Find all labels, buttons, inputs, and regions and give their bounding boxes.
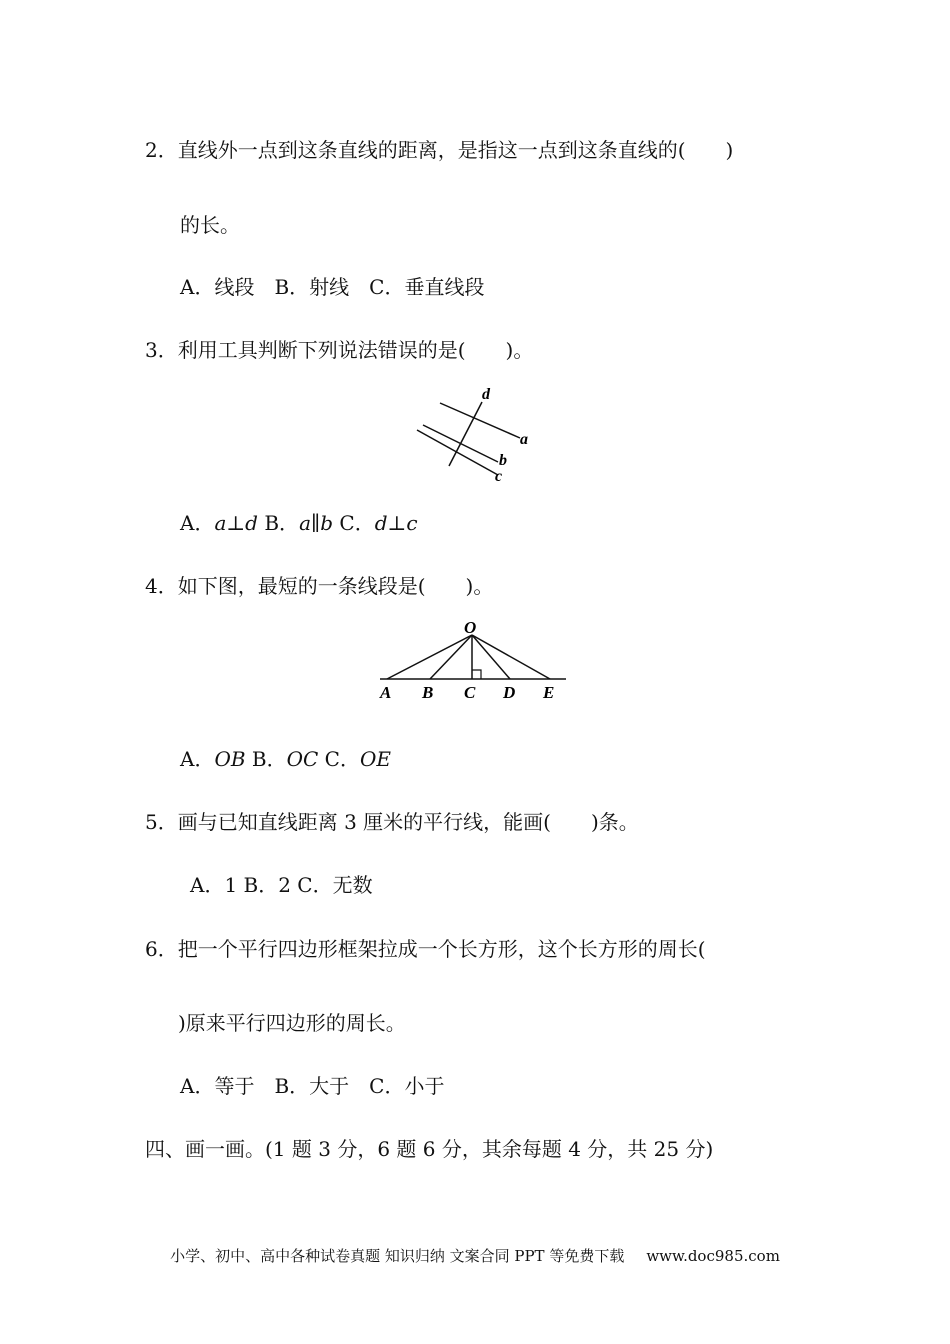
- q4-segments-figure: [370, 615, 580, 710]
- q4-option-a: OB: [214, 747, 246, 771]
- label-A: A: [380, 683, 392, 702]
- q3-option-a-label: A．: [180, 511, 215, 535]
- q5-stem: 5．画与已知直线距离 3 厘米的平行线，能画( )条。: [145, 810, 639, 834]
- label-E: E: [543, 683, 555, 702]
- q3-option-b: a∥b: [299, 511, 334, 535]
- line-c: [417, 430, 498, 475]
- label-C: C: [464, 683, 476, 702]
- label-c: c: [495, 468, 503, 485]
- q2-stem-line1: 2．直线外一点到这条直线的距离，是指这一点到这条直线的( ): [145, 138, 734, 162]
- segment-OB: [430, 635, 472, 679]
- q6-options: A．等于 B．大于 C．小于: [180, 1074, 445, 1098]
- footer-link[interactable]: www.doc985.com: [646, 1247, 780, 1265]
- line-a: [440, 403, 520, 438]
- q2-stem-line2: 的长。: [180, 213, 240, 237]
- footer-text: 小学、初中、高中各种试卷真题 知识归纳 文案合同 PPT 等免费下载: [170, 1247, 625, 1265]
- q4-stem: 4．如下图，最短的一条线段是( )。: [145, 574, 494, 598]
- segment-OE: [472, 635, 550, 679]
- right-angle-mark: [472, 670, 481, 679]
- q4-option-a-label: A．: [180, 747, 215, 771]
- q3-option-c-label: C．: [339, 511, 375, 535]
- q3-option-b-label: B．: [264, 511, 300, 535]
- q3-option-c: d⊥c: [374, 511, 418, 535]
- q4-option-b: OC: [286, 747, 319, 771]
- q3-lines-figure: [410, 380, 540, 490]
- q3-options: [180, 511, 418, 535]
- label-d: d: [482, 386, 490, 403]
- q2-options: A．线段 B．射线 C．垂直线段: [180, 275, 485, 299]
- label-D: D: [503, 683, 516, 702]
- q3-stem: 3．利用工具判断下列说法错误的是( )。: [145, 338, 534, 362]
- q5-options: A．1 B．2 C．无数: [190, 873, 373, 897]
- segment-OD: [472, 635, 510, 679]
- label-a: a: [520, 431, 528, 448]
- label-B: B: [422, 683, 434, 702]
- section-4-heading: 四、画一画。(1 题 3 分，6 题 6 分，其余每题 4 分，共 25 分): [145, 1137, 714, 1161]
- label-O: O: [464, 618, 477, 637]
- q6-stem-line2: )原来平行四边形的周长。: [178, 1011, 406, 1035]
- q4-options: [180, 747, 391, 771]
- page-footer: [0, 1245, 950, 1266]
- q4-option-b-label: B．: [251, 747, 287, 771]
- label-b: b: [499, 452, 507, 469]
- q4-option-c-label: C．: [324, 747, 360, 771]
- segment-OA: [387, 635, 472, 679]
- q4-option-c: OE: [359, 747, 391, 771]
- q6-stem-line1: 6．把一个平行四边形框架拉成一个长方形，这个长方形的周长(: [145, 937, 706, 961]
- q3-option-a: a⊥d: [214, 511, 258, 535]
